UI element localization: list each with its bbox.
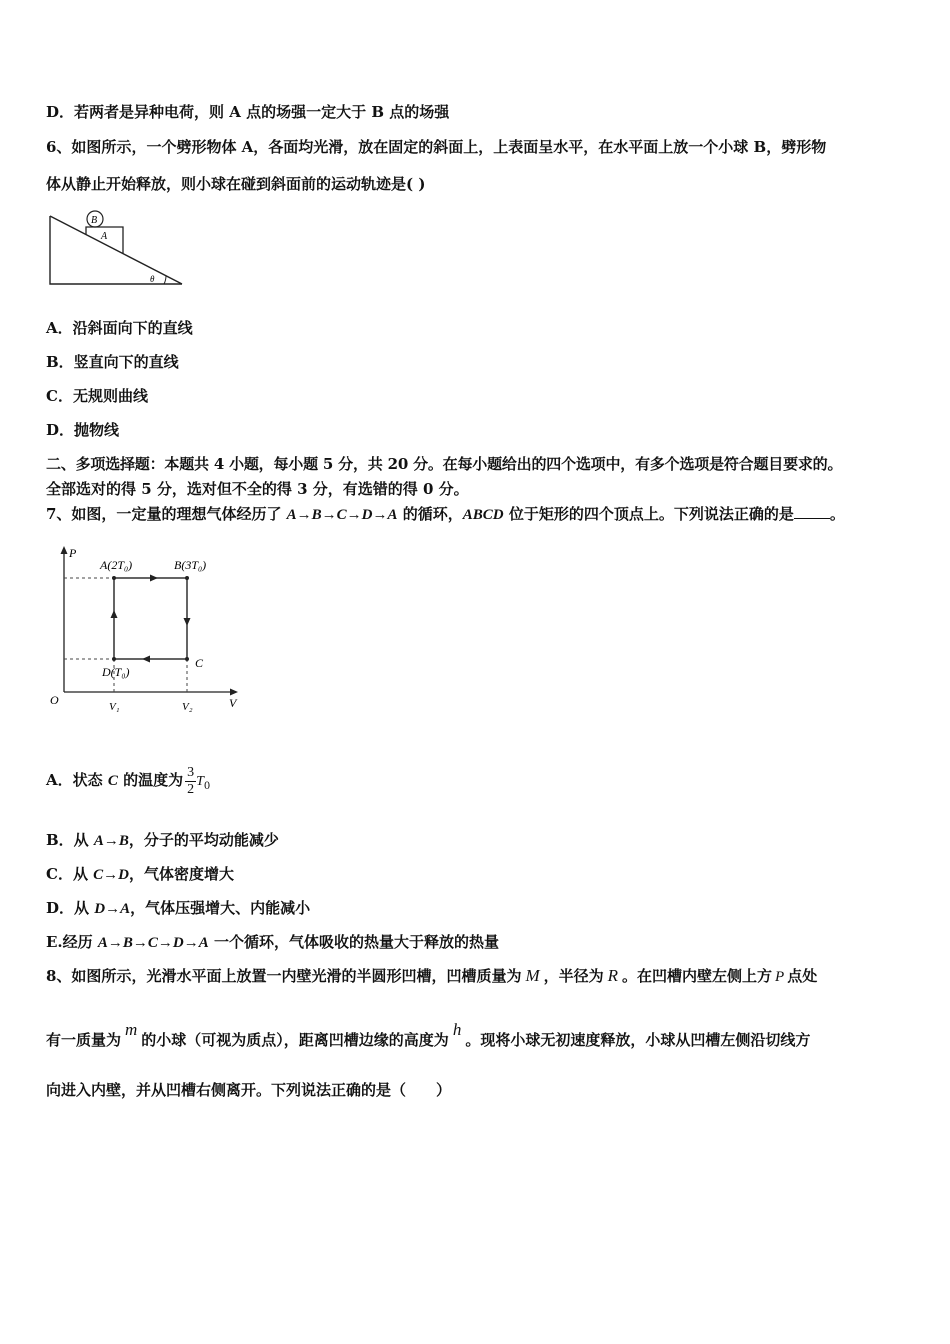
q7-stem <box>46 504 845 525</box>
q7-option-d-prefix: D．从 <box>46 899 95 917</box>
q7-option-a-fraction <box>185 765 196 798</box>
q7-option-a-mid: 的温度为 <box>117 771 184 789</box>
q7-cycle: A→B→C→D→A <box>286 507 398 523</box>
q7-option-a-sub: 0 <box>203 781 211 792</box>
q7-option-b-suffix: ，分子的平均动能减少 <box>128 831 279 849</box>
q7-option-e-suffix: 一个循环，气体吸收的热量大于释放的热量 <box>208 933 499 951</box>
q8-l1-r-radius: R <box>607 966 619 985</box>
q7-stem-end: 。 <box>829 505 845 523</box>
q7-option-e <box>46 932 499 953</box>
q8-line3: 向进入内壁，并从凹槽右侧离开。下列说法正确的是（ ） <box>46 1081 452 1099</box>
point-d-label: D(T₀) <box>102 665 130 679</box>
q7-option-e-path: A→B→C→D→A <box>97 935 209 951</box>
q6-option-d: D．抛物线 <box>46 421 120 439</box>
q7-option-c <box>46 864 234 885</box>
q7-abcd: ABCD <box>462 507 504 523</box>
q8-l1-c: 。在凹槽内壁左侧上方 <box>622 967 773 985</box>
q5-option-d: D．若两者是异种电荷，则 A 点的场强一定大于 B 点的场强 <box>46 103 450 121</box>
origin-label: O <box>50 693 59 707</box>
q8-l2-h-height: h <box>452 1020 462 1039</box>
q7-option-e-prefix: E.经历 <box>46 933 98 951</box>
q7-stem-prefix: 7、如图，一定量的理想气体经历了 <box>46 505 287 523</box>
q7-option-b-path: A→B <box>93 833 129 849</box>
point-a-label: A(2T₀) <box>100 558 133 572</box>
q6-stem-line1: 6、如图所示，一个劈形物体 A，各面均光滑，放在固定的斜面上，上表面呈水平，在水平面上放一个小球 B，劈形物 <box>46 138 827 156</box>
q7-stem-mid: 的循环， <box>397 505 463 523</box>
ball-b-label: B <box>91 215 98 226</box>
q7-option-d-suffix: ，气体压强增大、内能减小 <box>130 899 311 917</box>
q8-l2-a: 有一质量为 <box>46 1031 122 1049</box>
q7-option-d <box>46 898 310 919</box>
v-axis-label: V <box>229 696 237 710</box>
q7-option-a-c: C <box>107 773 118 789</box>
q8-l1-d: 点处 <box>787 967 818 985</box>
q7-option-b <box>46 830 279 851</box>
q7-option-a-prefix: A．状态 <box>46 771 108 789</box>
q6-option-a: A．沿斜面向下的直线 <box>46 319 193 337</box>
point-c-label: C <box>195 656 204 670</box>
q7-answer-blank <box>794 504 830 519</box>
q7-option-c-suffix: ，气体密度增大 <box>129 865 235 883</box>
arrow-b-to-c <box>184 618 191 626</box>
point-b <box>185 576 189 580</box>
point-a <box>112 576 116 580</box>
wedge-a-label: A <box>101 231 108 242</box>
section2-line2: 全部选对的得 5 分，选对但不全的得 3 分，有选错的得 0 分。 <box>46 480 469 498</box>
q6-stem-line2: 体从静止开始释放，则小球在碰到斜面前的运动轨迹是( ) <box>46 175 426 193</box>
q8-l1-a: 8、如图所示，光滑水平面上放置一内壁光滑的半圆形凹槽，凹槽质量为 <box>46 967 522 985</box>
q7-option-d-path: D→A <box>94 901 131 917</box>
q7-option-c-prefix: C．从 <box>46 865 94 883</box>
angle-theta-label: θ <box>150 274 155 284</box>
point-d <box>112 657 116 661</box>
q8-line2 <box>46 1020 811 1050</box>
q8-l1-m-mass: M <box>525 966 540 985</box>
point-b-label: B(3T₀) <box>174 558 207 572</box>
p-axis-label: P <box>69 546 77 560</box>
q6-option-c: C．无规则曲线 <box>46 387 148 405</box>
q8-line1 <box>46 966 817 987</box>
q8-l2-b: 的小球（可视为质点），距离凹槽边缘的高度为 <box>141 1031 449 1049</box>
cycle-rectangle <box>114 578 187 659</box>
arrow-c-to-d <box>142 656 150 663</box>
q7-stem-suffix: 位于矩形的四个顶点上。下列说法正确的是 <box>503 505 794 523</box>
incline-slope <box>50 216 182 284</box>
q8-l1-p-point: P <box>775 969 785 985</box>
section2-line1: 二、多项选择题：本题共 4 小题，每小题 5 分，共 20 分。在每小题给出的四个选项中，有多个选项是符合题目要求的。 <box>46 455 843 473</box>
q8-l2-c: 。现将小球无初速度释放，小球从凹槽左侧沿切线方 <box>465 1031 811 1049</box>
q8-l1-b: ，半径为 <box>543 967 604 985</box>
q6-option-b: B．竖直向下的直线 <box>46 353 179 371</box>
point-c <box>185 657 189 661</box>
frac-numerator: 3 <box>187 764 195 780</box>
arrow-a-to-b <box>150 575 158 582</box>
q8-l2-m-small: m <box>125 1020 138 1039</box>
v2-label: V₂ <box>182 701 193 713</box>
frac-denominator: 2 <box>187 781 195 797</box>
p-axis-arrow <box>61 546 68 554</box>
arrow-d-to-a <box>111 610 118 618</box>
q6-incline-figure <box>46 206 186 288</box>
q7-option-b-prefix: B．从 <box>46 831 94 849</box>
q7-pv-graph <box>46 544 256 716</box>
v1-label: V₁ <box>109 701 120 713</box>
angle-arc <box>164 276 166 284</box>
q7-option-a-t: T <box>196 774 204 789</box>
v-axis-arrow <box>230 689 238 696</box>
q7-option-a <box>46 752 210 815</box>
q7-option-c-path: C→D <box>93 867 130 883</box>
